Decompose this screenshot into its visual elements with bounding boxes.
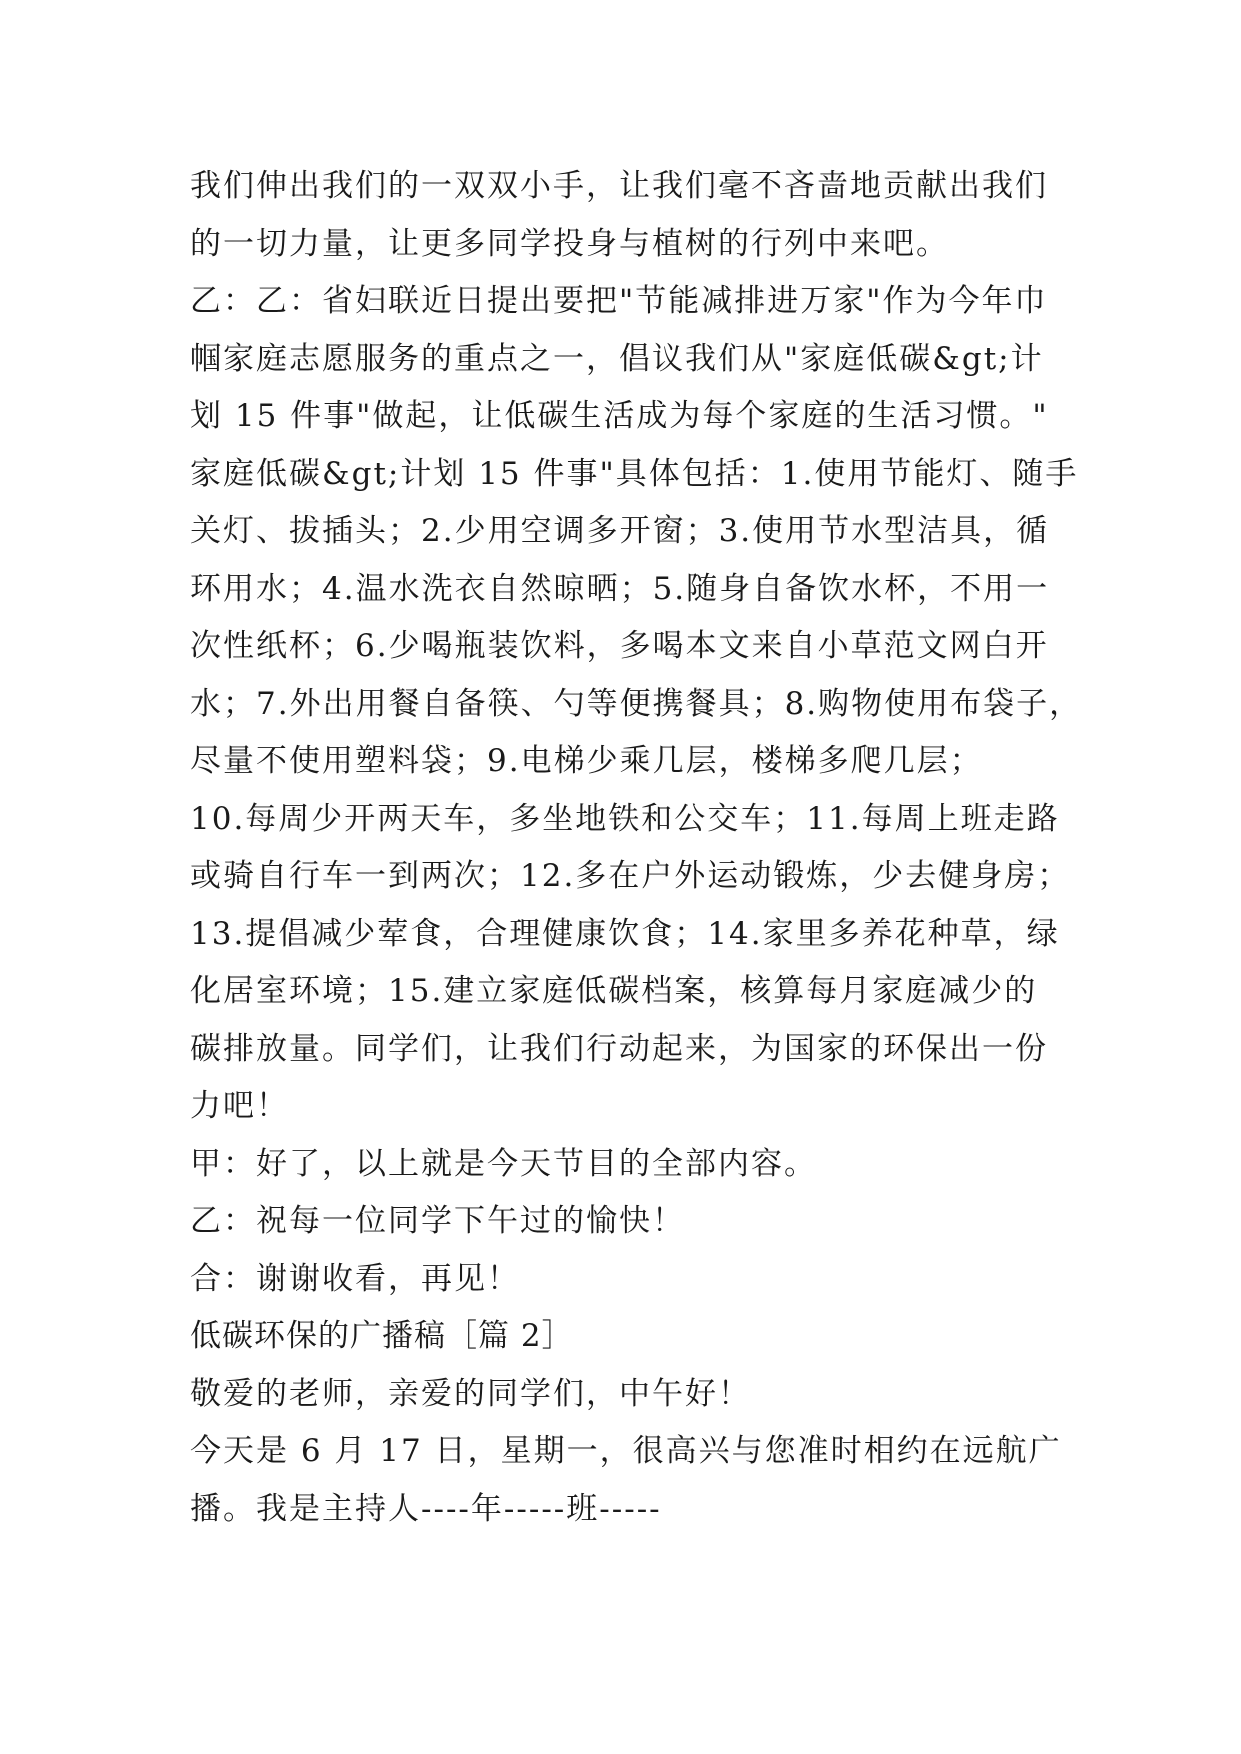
text-line: 力吧！: [190, 1088, 289, 1124]
section-title: 低碳环保的广播稿［篇 2］: [190, 1318, 574, 1354]
text-line: 我们伸出我们的一双双小手，让我们毫不吝啬地贡献出我们: [190, 168, 1048, 204]
text-line: 甲：好了，以上就是今天节目的全部内容。: [190, 1145, 817, 1182]
text-line: 或骑自行车一到两次；12.多在户外运动锻炼，少去健身房；: [190, 858, 1071, 894]
text-line: 今天是 6 月 17 日，星期一，很高兴与您准时相约在远航广: [190, 1433, 1062, 1469]
text-line: 乙：祝每一位同学下午过的愉快！: [190, 1203, 685, 1239]
text-line: 10.每周少开两天车，多坐地铁和公交车；11.每周上班走路: [190, 800, 1060, 837]
text-line: 环用水；4.温水洗衣自然晾晒；5.随身自备饮水杯，不用一: [190, 570, 1050, 607]
text-line: 敬爱的老师，亲爱的同学们，中午好！: [190, 1375, 751, 1412]
text-line: 13.提倡减少荤食，合理健康饮食；14.家里多养花种草，绿: [190, 915, 1060, 952]
text-line: 合：谢谢收看，再见！: [190, 1260, 520, 1297]
text-line: 播。我是主持人----年-----班-----: [190, 1490, 662, 1527]
text-line: 次性纸杯；6.少喝瓶装饮料，多喝本文来自小草范文网白开: [190, 628, 1049, 664]
text-line: 水；7.外出用餐自备筷、勺等便携餐具；8.购物使用布袋子，: [190, 685, 1083, 722]
text-line: 帼家庭志愿服务的重点之一，倡议我们从"家庭低碳&gt;计: [190, 340, 1044, 377]
text-line: 家庭低碳&gt;计划 15 件事"具体包括：1.使用节能灯、随手: [190, 455, 1079, 492]
text-line: 的一切力量，让更多同学投身与植树的行列中来吧。: [190, 225, 949, 262]
text-line: 乙：乙：省妇联近日提出要把"节能减排进万家"作为今年巾: [190, 283, 1048, 319]
text-line: 尽量不使用塑料袋；9.电梯少乘几层，楼梯多爬几层；: [190, 743, 983, 779]
text-line: 化居室环境；15.建立家庭低碳档案，核算每月家庭减少的: [190, 973, 1038, 1009]
text-line: 碳排放量。同学们，让我们行动起来，为国家的环保出一份: [190, 1030, 1048, 1067]
document-body: [190, 158, 1083, 1538]
text-line: 划 15 件事"做起，让低碳生活成为每个家庭的生活习惯。": [190, 398, 1049, 434]
text-line: 关灯、拔插头；2.少用空调多开窗；3.使用节水型洁具，循: [190, 513, 1050, 549]
